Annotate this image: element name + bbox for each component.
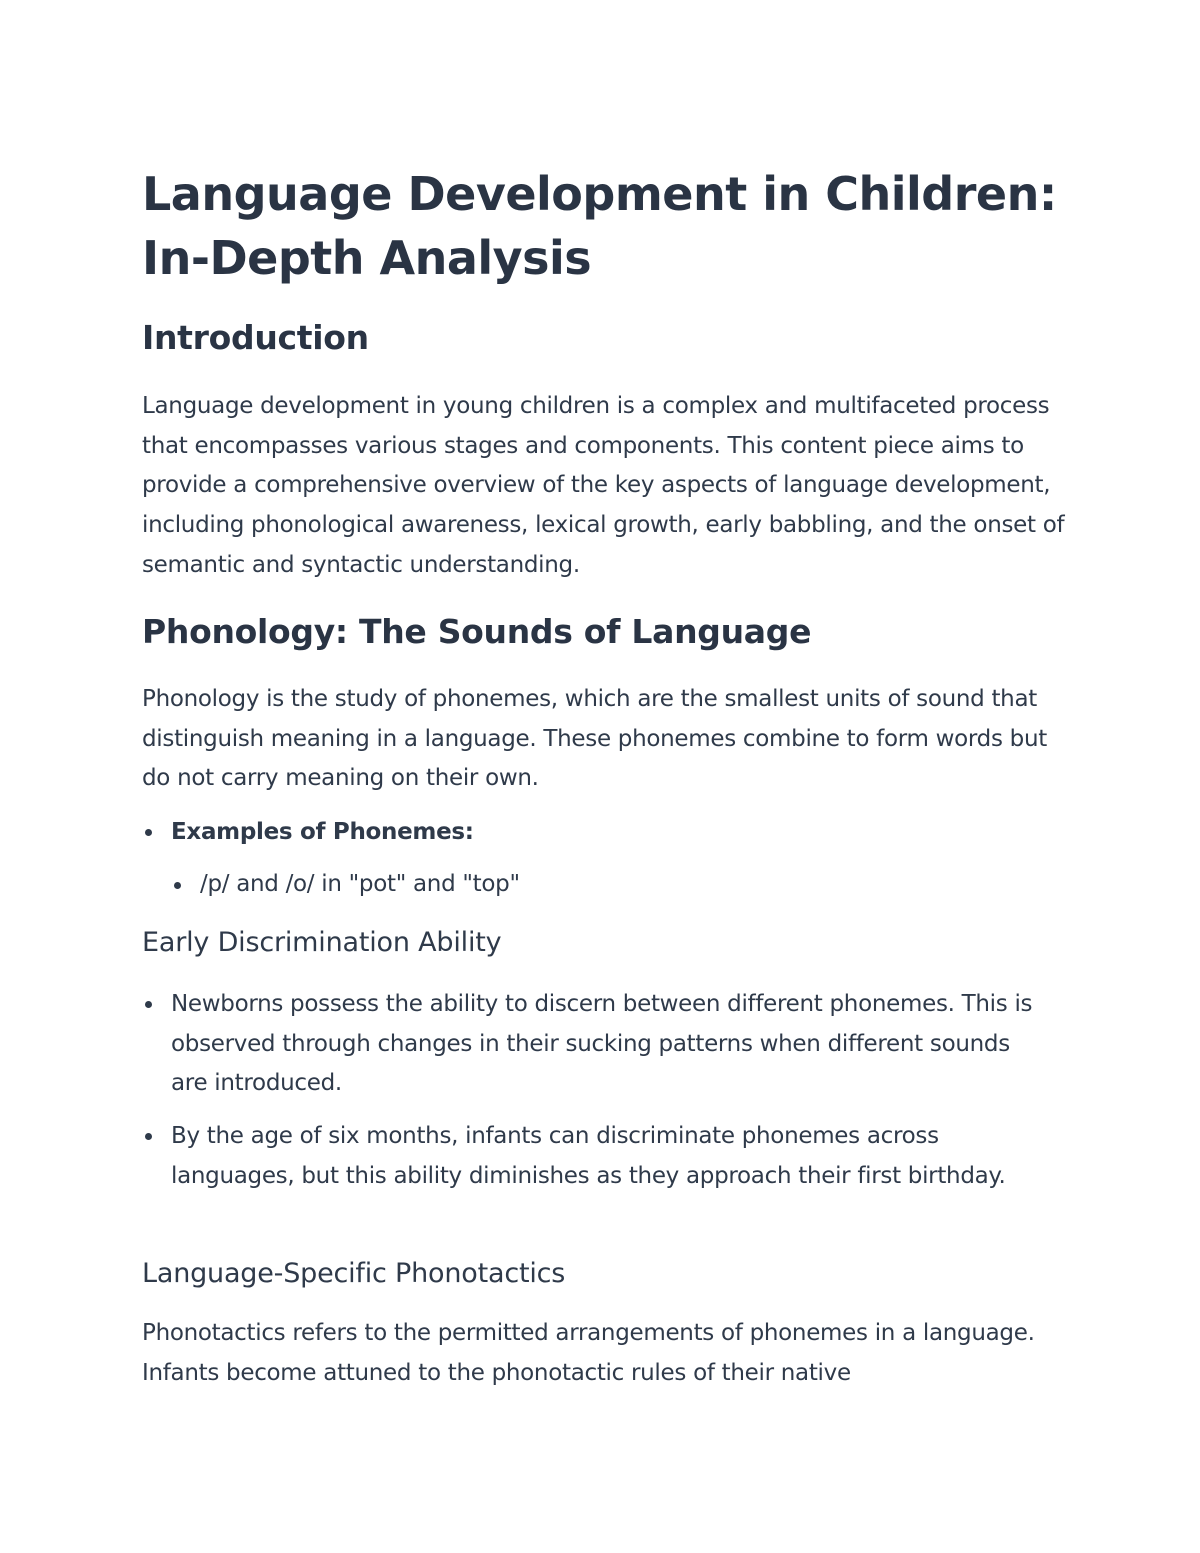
phonotactics-paragraph: Phonotactics refers to the permitted arrangements of phonemes in a language. Infants become attuned to the phonotactic rules of their native xyxy=(142,1320,1035,1386)
early-discrimination-heading: Early Discrimination Ability xyxy=(142,927,502,958)
list-item: By the age of six months, infants can discriminate phonemes across languages, but this ability diminishes as they approach their first birthday. xyxy=(171,1123,1006,1189)
introduction-heading: Introduction xyxy=(142,318,369,357)
phonology-paragraph: Phonology is the study of phonemes, which are the smallest units of sound that distinguish meaning in a language. These phonemes combine to form words but do not carry meaning on their own. xyxy=(142,686,1047,792)
phonotactics-heading: Language-Specific Phonotactics xyxy=(142,1258,566,1289)
phoneme-example-item: /p/ and /o/ in "pot" and "top" xyxy=(200,871,520,897)
introduction-paragraph: Language development in young children is a complex and multifaceted process that encompasses various stages and components. This content piece aims to provide a comprehensive overview of the key aspects of language development, including phonological awareness, lexical growth, early babbling, and the onset of semantic and syntactic understanding. xyxy=(142,393,1065,578)
bullet-icon xyxy=(145,1001,152,1008)
examples-of-phonemes-label: Examples of Phonemes: xyxy=(171,819,474,845)
bullet-icon xyxy=(174,882,181,889)
document-title: Language Development in Children: In-Depth Analysis xyxy=(142,167,1057,285)
bullet-icon xyxy=(145,1133,152,1140)
phonology-heading: Phonology: The Sounds of Language xyxy=(142,612,812,651)
list-item: Newborns possess the ability to discern between different phonemes. This is observed through changes in their sucking patterns when different sounds are introduced. xyxy=(171,991,1033,1097)
bullet-icon xyxy=(145,829,152,836)
